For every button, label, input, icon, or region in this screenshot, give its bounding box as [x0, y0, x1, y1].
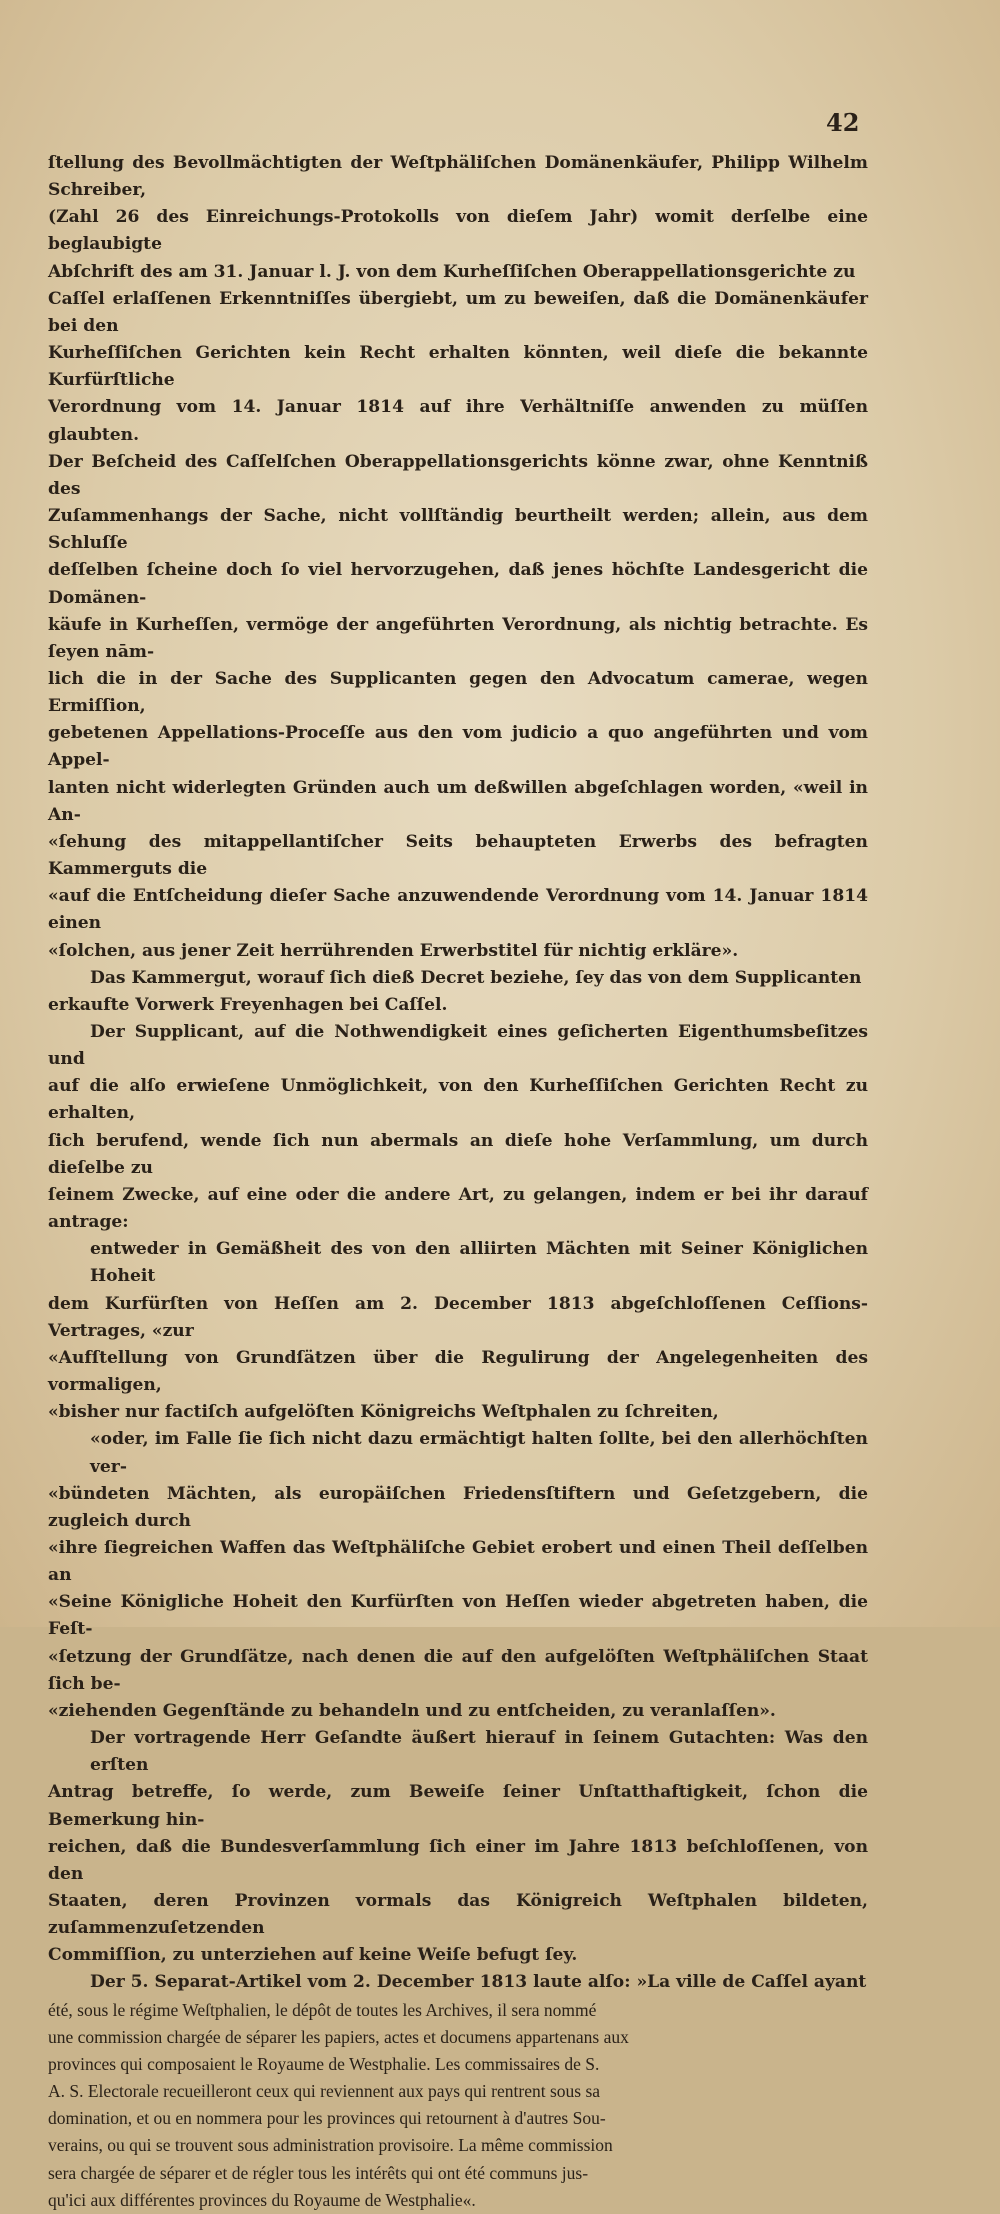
- text-line: auf die alſo erwieſene Unmöglichkeit, von den Kurheſſiſchen Gerichten Recht zu erhalten,: [48, 1076, 868, 1124]
- page-number: 42: [826, 108, 860, 137]
- text-line: Staaten, deren Provinzen vormals das Königreich Weſtphalen bildeten, zuſammenzuſetzenden: [48, 1891, 868, 1939]
- paragraph: [48, 1969, 868, 2213]
- text-line: reichen, daß die Bundesverſammlung ſich einer im Jahre 1813 beſchloſſenen, von den: [48, 1836, 868, 1884]
- text-line: käufe in Kurheſſen, vermöge der angeführten Verordnung, als nichtig betrachte. Es ſeyen nām-: [48, 614, 868, 662]
- paragraph: [48, 1019, 868, 1236]
- text-line: «bisher nur factiſch aufgelöſten Königreichs Weſtphalen zu ſchreiten,: [48, 1402, 719, 1423]
- text-line: Der Supplicant, auf die Nothwendigkeit eines geſicherten Eigenthumsbeſitzes und: [48, 1022, 868, 1070]
- paragraph: [48, 1725, 868, 1969]
- text-line: «ſolchen, aus jener Zeit herrührenden Erwerbstitel für nichtig erkläre».: [48, 940, 739, 961]
- text-line: Das Kammergut, worauf ſich dieß Decret beziehe, ſey das von dem Supplicanten: [90, 967, 862, 988]
- text-line: «bündeten Mächten, als europäiſchen Friedensſtiftern und Geſetzgebern, die zugleich durch: [48, 1483, 868, 1531]
- text-line: une commission chargée de séparer les papiers, actes et documens appartenans aux: [48, 2026, 629, 2047]
- text-line: «oder, im Falle ſie ſich nicht dazu ermächtigt halten ſollte, bei den allerhöchſten ver-: [90, 1429, 868, 1477]
- text-line: Der 5. Separat-Artikel vom 2. December 1813 laute alſo: »La ville de Caſſel ayant: [90, 1972, 867, 1993]
- paragraph: [48, 1426, 868, 1725]
- text-line: (Zahl 26 des Einreichungs-Protokolls von dieſem Jahr) womit derſelbe eine beglaubigte: [48, 207, 868, 255]
- text-line: lich die in der Sache des Supplicanten gegen den Advocatum camerae, wegen Ermiſſion,: [48, 668, 868, 717]
- text-line: «auf die Entſcheidung dieſer Sache anzuwendende Verordnung vom 14. Januar 1814 einen: [48, 886, 868, 934]
- page-body: [48, 150, 868, 2214]
- text-line: ſtellung des Bevollmächtigten der Weſtphäliſchen Domänenkäufer, Philipp Wilhelm Schreiber,: [48, 153, 868, 201]
- text-line: Caſſel erlaſſenen Erkenntniſſes übergiebt, um zu beweiſen, daß die Domänenkäufer bei den: [48, 288, 868, 336]
- text-line: erkaufte Vorwerk Freyenhagen bei Caſſel.: [48, 994, 448, 1015]
- text-line: gebetenen Appellations-Proceſſe aus den vom judicio a quo angeführten und vom Appel-: [48, 723, 868, 771]
- text-line: Kurheſſiſchen Gerichten kein Recht erhalten könnten, weil dieſe die bekannte Kurfürſtliche: [48, 343, 868, 391]
- text-line: Der Beſcheid des Caſſelſchen Oberappellationsgerichts könne zwar, ohne Kenntniß des: [48, 451, 868, 499]
- text-line: verains, ou qui se trouvent sous administration provisoire. La même commission: [48, 2135, 613, 2156]
- text-line: «ihre ſiegreichen Waffen das Weſtphäliſche Gebiet erobert und einen Theil deſſelben an: [48, 1537, 868, 1586]
- text-line: entweder in Gemäßheit des von den alliirten Mächten mit Seiner Königlichen Hoheit: [90, 1239, 868, 1287]
- text-line: deſſelben ſcheine doch ſo viel hervorzugehen, daß jenes höchſte Landesgericht die Domänen-: [48, 560, 868, 608]
- text-line: été, sous le régime Weſtphalien, le dépôt de toutes les Archives, il sera nommé: [48, 1999, 597, 2020]
- text-line: Abſchrift des am 31. Januar l. J. von dem Kurheſſiſchen Oberappellationsgerichte zu: [48, 261, 856, 282]
- text-line: Commiſſion, zu unterziehen auf keine Weiſe befugt ſey.: [48, 1945, 578, 1966]
- text-line: Der vortragende Herr Geſandte äußert hierauf in ſeinem Gutachten: Was den erſten: [90, 1728, 868, 1776]
- text-line: lanten nicht widerlegten Gründen auch um deßwillen abgeſchlagen worden, «weil in An-: [48, 777, 868, 825]
- text-line: Zuſammenhangs der Sache, nicht vollſtändig beurtheilt werden; allein, aus dem Schluſſe: [48, 506, 868, 554]
- paragraph: [48, 150, 868, 965]
- text-line: Antrag betreffe, ſo werde, zum Beweiſe ſeiner Unſtatthaftigkeit, ſchon die Bemerkung hin-: [48, 1782, 868, 1830]
- text-line: ſeinem Zwecke, auf eine oder die andere Art, zu gelangen, indem er bei ihr darauf antrage:: [48, 1184, 868, 1233]
- text-line: ſich berufend, wende ſich nun abermals an dieſe hohe Verſammlung, um durch dieſelbe zu: [48, 1130, 868, 1178]
- paragraph: [48, 1236, 868, 1426]
- text-line: A. S. Electorale recueilleront ceux qui reviennent aux pays qui rentrent sous sa: [48, 2081, 601, 2102]
- text-line: «Seine Königliche Hoheit den Kurfürſten von Heſſen wieder abgetreten haben, die Feſt-: [48, 1592, 868, 1640]
- text-line: dem Kurfürſten von Heſſen am 2. December 1813 abgeſchloſſenen Ceſſions-Vertrages, «zur: [48, 1293, 868, 1341]
- text-line: «ziehenden Gegenſtände zu behandeln und zu entſcheiden, zu veranlaſſen».: [48, 1700, 776, 1721]
- text-line: provinces qui composaient le Royaume de Westphalie. Les commissaires de S.: [48, 2053, 600, 2074]
- text-line: «ſetzung der Grundſätze, nach denen die auf den aufgelöſten Weſtphäliſchen Staat ſich be-: [48, 1646, 868, 1694]
- text-line: Verordnung vom 14. Januar 1814 auf ihre Verhältniſſe anwenden zu müſſen glaubten.: [48, 397, 868, 445]
- text-line: sera chargée de séparer et de régler tous les intérêts qui ont été communs jus-: [48, 2162, 589, 2183]
- text-line: «ſehung des mitappellantiſcher Seits behaupteten Erwerbs des befragten Kammerguts die: [48, 831, 868, 880]
- text-line: domination, et ou en nommera pour les provinces qui retournent à d'autres Sou-: [48, 2108, 606, 2129]
- text-line: qu'ici aux différentes provinces du Royaume de Westphalie«.: [48, 2189, 476, 2210]
- paragraph: [48, 965, 868, 1019]
- text-line: «Aufſtellung von Grundſätzen über die Regulirung der Angelegenheiten des vormaligen,: [48, 1347, 868, 1396]
